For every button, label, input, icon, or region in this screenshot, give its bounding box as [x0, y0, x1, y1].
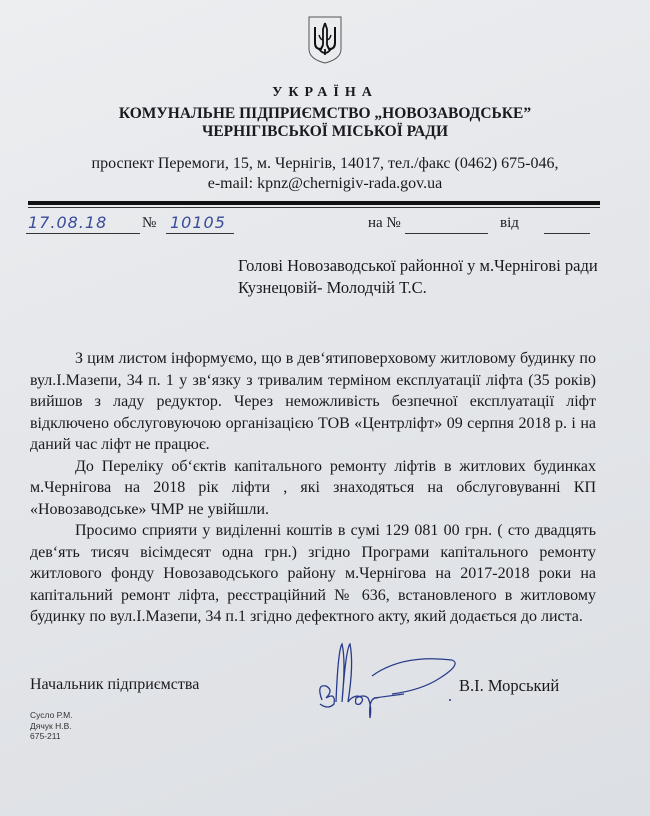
body-paragraph: З цим листом інформуємо, що в дев‘ятиповерховому житловому будинку по вул.І.Мазепи, 34 п. 1 у зв‘язку з тривалим терміном експлуатації ліфта (35 років) вийшов з ладу редуктор. Через неможливість безпечної експлуатації ліфт відключено обслуговуючою організацією ТОВ «Центрліфт» 09 серпня 2018 р. і на даний час ліфт не працює. [30, 350, 596, 453]
executor-phone: 675-211 [30, 731, 61, 741]
header-divider-thin [28, 207, 600, 208]
outgoing-number: 10105 [166, 213, 234, 234]
address-line-1: проспект Перемоги, 15, м. Чернігів, 14017, тел./факс (0462) 675-046, [91, 155, 559, 172]
org-line-1: КОМУНАЛЬНЕ ПІДПРИЄМСТВО „НОВОЗАВОДСЬКЕ” [118, 105, 532, 122]
organization-name [0, 105, 650, 141]
number-sign: № [142, 215, 157, 231]
addressee-block [238, 255, 598, 299]
signer-name: В.І. Морський [459, 676, 560, 695]
signer-position: Начальник підприємства [30, 676, 200, 693]
reply-from-blank [544, 233, 590, 234]
address-line-2: e-mail: kpnz@chernigiv-rada.gov.ua [207, 175, 443, 192]
addressee-line-2: Кузнецовій- Молодчій Т.С. [238, 278, 427, 297]
reply-from-label: від [500, 215, 519, 231]
executor-line: Дячук Н.В. [30, 720, 72, 731]
executors-block [30, 710, 73, 742]
reply-to-blank [405, 233, 488, 234]
reply-to-label: на № [368, 215, 401, 231]
country-heading: УКРАЇНА [272, 85, 378, 100]
header-divider-thick [28, 201, 600, 205]
outgoing-date: 17.08.18 [26, 213, 140, 234]
body-paragraph: До Переліку об‘єктів капітального ремонту ліфтів в житлових будинках м.Чернігова на 2018 рік ліфти , які знаходяться на обслуговуванні КП «Новозаводське» ЧМР не увійшли. [30, 457, 596, 518]
trident-coat-of-arms-icon [307, 15, 343, 65]
body-paragraph: Просимо сприяти у виділенні коштів в сумі 129 081 00 грн. ( сто двадцять дев‘ять тисяч вісімдесят одна грн.) згідно Програми капітального ремонту житлового фонду Новозаводського району м.Чернігова на 2017-2018 роки на капітальний ремонт ліфта, реєстраційний № 636, встановленого в житловому будинку по вул.І.Мазепи, 34 п.1 згідно дефектного акту, який додається до листа. [30, 522, 596, 625]
addressee-line-1: Голові Новозаводської районної у м.Чернігові ради [238, 256, 598, 275]
org-line-2: ЧЕРНІГІВСЬКОЇ МІСЬКОЇ РАДИ [201, 123, 449, 140]
organization-address [0, 154, 650, 194]
handwritten-signature [312, 640, 482, 722]
executor-line: Сусло Р.М. [30, 710, 73, 720]
letter-body [30, 348, 596, 628]
